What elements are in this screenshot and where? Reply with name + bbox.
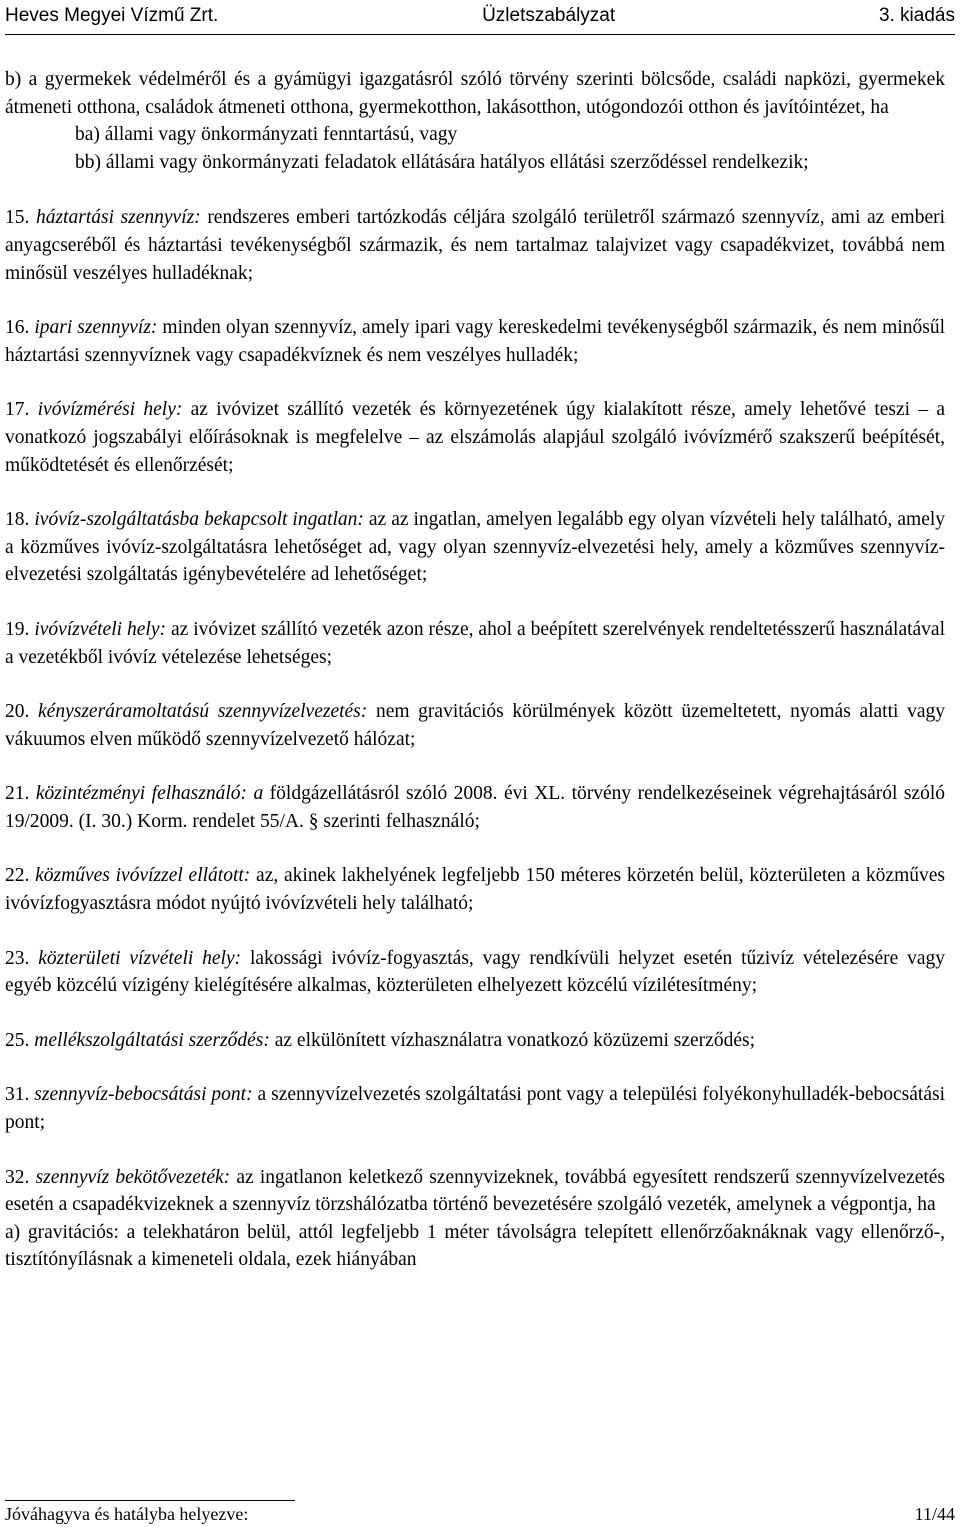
definition-term: közterületi vízvételi hely: [38, 947, 242, 969]
definition-term: kényszeráramoltatású szennyvízelvezetés: [38, 701, 368, 723]
item-bb: bb) állami vagy önkormányzati feladatok ellátására hatályos ellátási szerződéssel rendelkezik; [75, 151, 809, 173]
definition-32 [5, 1164, 945, 1219]
definition-term: ipari szennyvíz: [34, 317, 158, 339]
definition-text: az, akinek lakhelyének legfeljebb 150 méteres körzetén belül, közterületen a közműves ivóvízfogyasztásra módot nyújtó ivóvízvételi hely található; [5, 865, 945, 915]
definition-term: háztartási szennyvíz: [35, 207, 201, 229]
definition-number: 31. [5, 1084, 30, 1106]
definition-number: 25. [5, 1029, 30, 1051]
definition-text: minden olyan szennyvíz, amely ipari vagy kereskedelmi tevékenységből származik, és nem minősűl háztartási szennyvíznek vagy csapadékvíznek és nem veszélyes hulladék; [5, 317, 945, 366]
definition-32-a: a) gravitációs: a telekhatáron belül, attól legfeljebb 1 méter távolságra telepített ellenőrzőaknáknak vagy ellenőrző-, tisztítónyílásnak a kimeneteli oldala, ezek hiányában [5, 1221, 945, 1271]
definition-number: 22. [5, 865, 30, 887]
footer-divider [5, 1500, 295, 1501]
definition-23 [5, 945, 945, 1000]
definition-text: nem gravitációs körülmények között üzemeltetett, nyomás alatti vagy vákuumos elven működő szennyvízelvezető hálózat; [5, 701, 945, 750]
definition-text: rendszeres emberi tartózkodás céljára szolgáló területről származó szennyvíz, ami az emberi anyagcseréből és háztartási tevékenységből származik, és nem tartalmaz talajvizet vagy csapadékvizet, továbbá nem minősül veszélyes hulladéknak; [5, 207, 946, 284]
definition-25 [5, 1027, 945, 1055]
definition-term: közműves ivóvízzel ellátott: [35, 865, 251, 887]
definition-term: közintézményi felhasználó: a [35, 783, 264, 805]
definition-term: mellékszolgáltatási szerződés: [34, 1029, 270, 1051]
page-footer [5, 1503, 955, 1525]
document-body [5, 66, 945, 1274]
definition-text: lakossági ivóvíz-fogyasztás, vagy rendkívüli helyzet esetén tűzivíz vételezésére vagy egyéb közcélú vízigény kielégítésére alkalmas, közterületen elhelyezett közcélú vízilétesítmény; [5, 947, 946, 997]
definition-term: szennyvíz bekötővezeték: [35, 1166, 231, 1188]
definition-text: az elkülönített vízhasználatra vonatkozó közüzemi szerződés; [274, 1029, 755, 1051]
definition-22 [5, 862, 945, 917]
definition-18 [5, 506, 945, 589]
definition-text: az ivóvizet szállító vezeték azon része, ahol a beépített szerelvények rendeltetésszerű használatával a vezetékből ivóvíz vételezése lehetséges; [5, 618, 945, 668]
definition-16 [5, 314, 945, 369]
definition-number: 20. [5, 701, 30, 723]
definition-number: 15. [5, 207, 30, 229]
header-document-title: Üzletszabályzat [482, 5, 616, 26]
definition-19 [5, 616, 945, 671]
definition-text: földgázellátásról szóló 2008. évi XL. törvény rendelkezéseinek végrehajtásáról szóló 19/2009. (I. 30.) Korm. rendelet 55/A. § szerinti felhasználó; [5, 783, 946, 832]
definition-term: ivóvízmérési hely: [37, 399, 183, 421]
definition-31 [5, 1081, 945, 1136]
definition-number: 18. [5, 509, 30, 531]
definition-number: 21. [5, 783, 30, 805]
definition-term: szennyvíz-bebocsátási pont: [34, 1084, 253, 1106]
definition-17 [5, 396, 945, 479]
definition-number: 17. [5, 399, 30, 421]
definition-term: ivóvíz-szolgáltatásba bekapcsolt ingatlan: [34, 509, 364, 531]
item-b: b) a gyermekek védelméről és a gyámügyi igazgatásról szóló törvény szerinti bölcsőde, családi napközi, gyermekek átmeneti otthona, családok átmeneti otthona, gyermekotthon, lakásotthon, utógondozói otthon és javítóintézet, ha [5, 69, 945, 118]
definition-text: az ivóvizet szállító vezeték és környezetének úgy kialakított része, amely lehetővé teszi – a vonatkozó jogszabályi előírásoknak is megfelelve – az elszámolás alapjául szolgáló ivóvízmérő szakszerű beépítését, működtetését és ellenőrzését; [5, 399, 945, 476]
page-number: 11/44 [914, 1504, 955, 1524]
definition-number: 32. [5, 1166, 30, 1188]
definition-20 [5, 698, 945, 753]
definition-21 [5, 780, 945, 835]
header-edition: 3. kiadás [878, 5, 955, 26]
definition-number: 16. [5, 317, 30, 339]
header-divider [5, 34, 955, 35]
definition-number: 23. [5, 947, 30, 969]
definition-text: az ingatlanon keletkező szennyvizeknek, továbbá egyesített rendszerű szennyvízelvezetés esetén a csapadékvizeknek a szennyvíz törzshálózatba történő bevezetésére szolgáló vezeték, amelynek a végpontja, ha [5, 1166, 946, 1216]
definition-text: a szennyvízelvezetés szolgáltatási pont vagy a települési folyékonyhulladék-bebocsátási pont; [5, 1084, 945, 1134]
definition-number: 19. [5, 618, 30, 640]
page-header [5, 4, 955, 28]
header-company: Heves Megyei Vízmű Zrt. [5, 5, 219, 26]
definition-15 [5, 204, 945, 287]
item-ba: ba) állami vagy önkormányzati fenntartású, vagy [75, 124, 458, 146]
footer-approval-label: Jóváhagyva és hatályba helyezve: [5, 1504, 249, 1524]
definition-text: az az ingatlan, amelyen legalább egy olyan vízvételi hely található, amely a közműves ivóvíz-szolgáltatásra lehetőséget ad, vagy olyan szennyvíz-elvezetési hely, amely a közműves szennyvíz-elvezetési szolgáltatás igénybevételére ad lehetőséget; [5, 509, 946, 586]
definition-term: ivóvízvételi hely: [34, 618, 166, 640]
